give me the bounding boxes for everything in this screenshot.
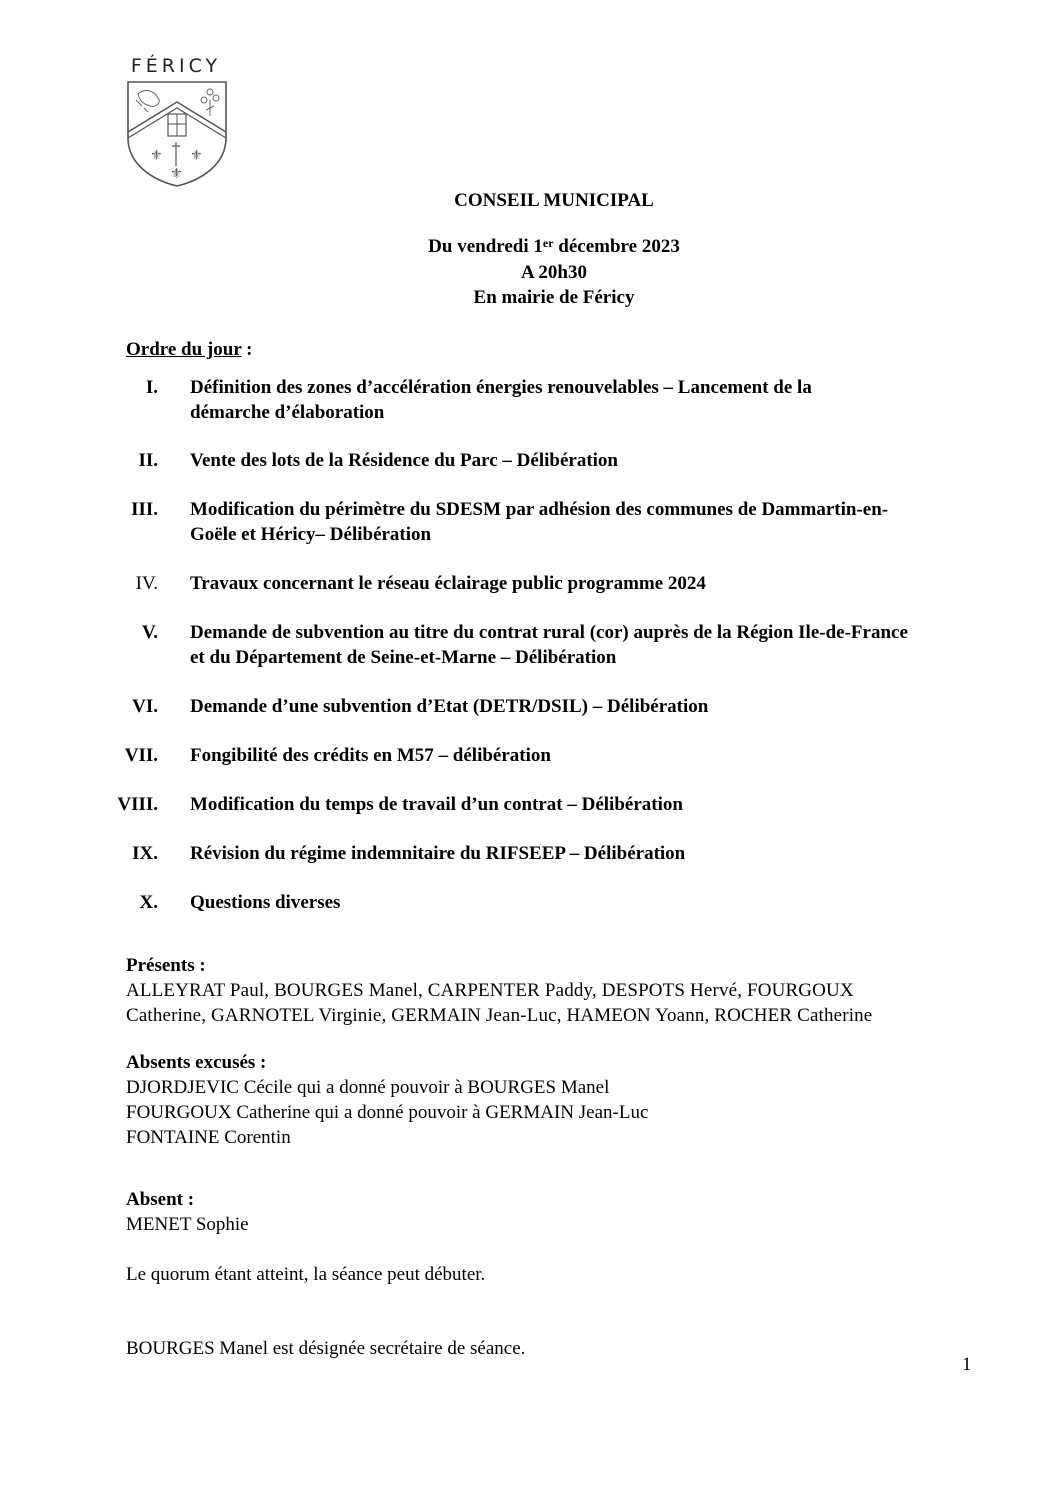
agenda-item-text: Modification du périmètre du SDESM par adhésion des communes de Dammartin-en- Goële et Héricy– Délibération (190, 499, 889, 545)
presents-heading: Présents : (126, 955, 206, 976)
absent-line: MENET Sophie (126, 1214, 249, 1235)
agenda-item-number: VII. (124, 745, 158, 766)
agenda-item-text: Révision du régime indemnitaire du RIFSEEP – Délibération (190, 843, 686, 864)
ferricy-logo (126, 55, 232, 187)
agenda-item-text: Fongibilité des crédits en M57 – délibération (190, 745, 551, 766)
page-number: 1 (962, 1354, 972, 1375)
agenda-item-number: IX. (132, 843, 158, 864)
agenda-item-text: Vente des lots de la Résidence du Parc – Délibération (190, 450, 619, 471)
svg-text:⚜: ⚜ (190, 148, 203, 164)
agenda-item-text: Questions diverses (190, 892, 341, 913)
absents-excuses-heading: Absents excusés : (126, 1052, 267, 1073)
absents-excuses-line: DJORDJEVIC Cécile qui a donné pouvoir à BOURGES Manel (126, 1077, 610, 1098)
meeting-place: En mairie de Féricy (473, 287, 635, 308)
agenda-item-number: V. (141, 622, 158, 643)
absent-heading: Absent : (126, 1189, 195, 1210)
coat-of-arms-icon (126, 80, 230, 188)
agenda-item-text: Demande de subvention au titre du contrat rural (cor) auprès de la Région Ile-de-France et du Département de Seine-et-Marne – Délibération (190, 622, 908, 668)
absents-excuses-line: FOURGOUX Catherine qui a donné pouvoir à GERMAIN Jean-Luc (126, 1102, 649, 1123)
absent-section (126, 1187, 249, 1237)
agenda-item-number: IV. (135, 573, 158, 594)
meeting-time: A 20h30 (521, 262, 587, 283)
absents-excuses-section (126, 1050, 648, 1150)
presents-section (126, 953, 872, 1028)
agenda-item-number: X. (139, 892, 158, 913)
agenda-item-number: I. (145, 377, 158, 398)
agenda-heading: Ordre du jour : (126, 339, 253, 360)
agenda-item-text: Demande d’une subvention d’Etat (DETR/DSIL) – Délibération (190, 696, 709, 717)
svg-text:⚜: ⚜ (150, 148, 163, 164)
agenda-item-number: VI. (132, 696, 158, 717)
quorum-text: Le quorum étant atteint, la séance peut débuter. (126, 1264, 486, 1285)
svg-text:⚜: ⚜ (170, 166, 183, 182)
presents-line: ALLEYRAT Paul, BOURGES Manel, CARPENTER Paddy, DESPOTS Hervé, FOURGOUX (126, 980, 854, 1001)
agenda-item-text: Modification du temps de travail d’un contrat – Délibération (190, 794, 683, 815)
logo-name: FÉRICY (130, 55, 222, 77)
presents-line: Catherine, GARNOTEL Virginie, GERMAIN Jean-Luc, HAMEON Yoann, ROCHER Catherine (126, 1005, 873, 1026)
absents-excuses-line: FONTAINE Corentin (126, 1127, 291, 1148)
agenda-item-number: III. (131, 499, 158, 520)
agenda-item-number: VIII. (117, 794, 158, 815)
agenda-item-text: Travaux concernant le réseau éclairage public programme 2024 (190, 573, 706, 594)
agenda-item-text: Définition des zones d’accélération énergies renouvelables – Lancement de la démarche d’élaboration (190, 377, 812, 423)
secretary-text: BOURGES Manel est désignée secrétaire de séance. (126, 1338, 526, 1359)
document-title: CONSEIL MUNICIPAL (454, 190, 654, 211)
meeting-date: Du vendredi 1er décembre 2023 (428, 236, 680, 257)
agenda-item-number: II. (138, 450, 158, 471)
